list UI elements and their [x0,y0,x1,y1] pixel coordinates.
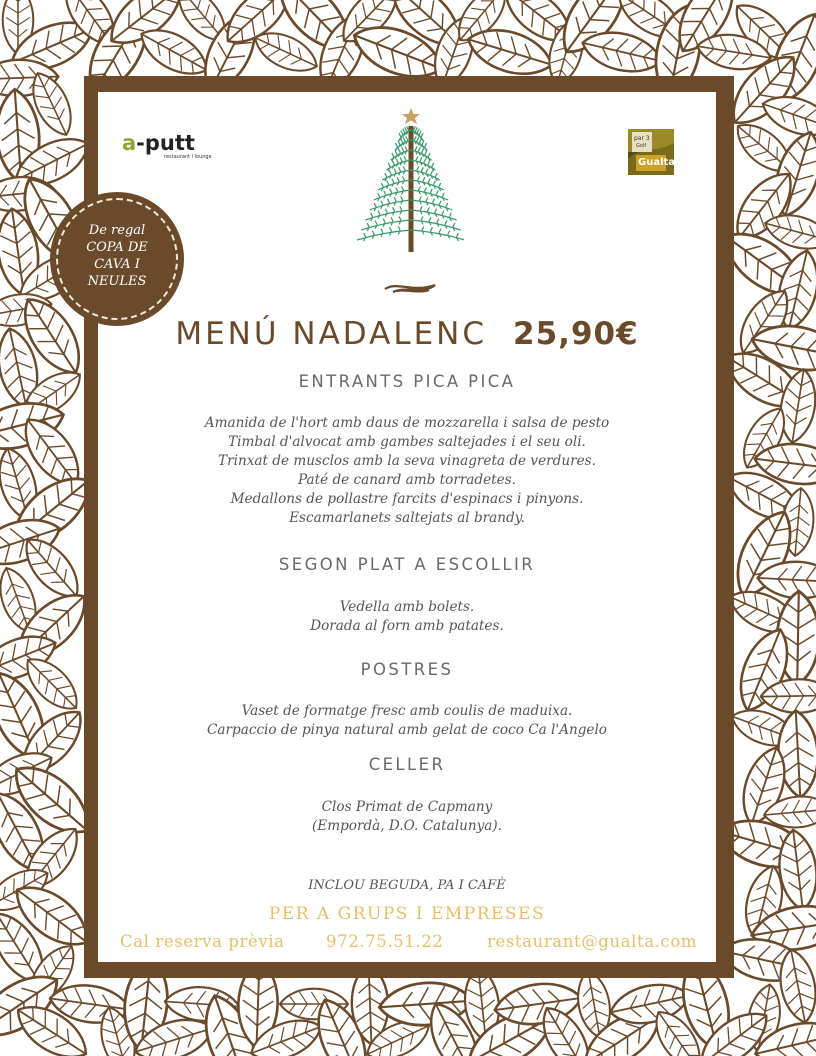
tree-needle [384,191,386,199]
tree-needle [394,169,396,177]
tree-needle [392,179,394,187]
tree-needle [367,223,369,231]
entrant-item: Trinxat de musclos amb la seva vinagreta de verdures. [218,453,596,469]
tree-needle [421,216,423,224]
tree-needle [401,139,403,147]
tree-needle [383,219,385,227]
logo-left-tagline: restaurant i lounge [164,154,212,160]
tree-needle [428,153,430,161]
celler-list [98,798,716,836]
tree-needle [418,186,420,194]
menu-card [98,92,716,962]
badge-line: De regal [88,223,146,238]
tree-needle [422,141,424,149]
tree-needle [397,177,399,185]
logo-left-a: a [122,131,137,155]
tree-needle [449,213,451,221]
tree-needle [436,191,438,199]
entrant-item: Amanida de l'hort amb daus de mozzarella i salsa de pesto [204,415,610,431]
tree-needle [421,167,423,175]
a-putt-logo [122,132,212,160]
tree-needle [433,199,435,207]
tree-needle [420,157,422,165]
reservation-note: Cal reserva prèvia [120,932,285,951]
entrant-item: Paté de canard amb torradetes. [298,472,516,488]
tree-needle [422,226,424,234]
celler-item: Clos Primat de Capmany [321,799,493,815]
section-title-entrants: ENTRANTS PICA PICA [298,372,516,391]
tree-needle [385,209,387,217]
tree-needle [375,221,377,229]
tree-needle [415,146,417,154]
tree-needle [400,157,402,165]
tree-needle [394,197,396,205]
tree-needle [385,173,387,181]
entrant-item: Escamarlanets saltejats al brandy. [289,510,525,526]
tree-needle [422,149,424,157]
tree-needle [432,163,434,171]
tree-needle [442,193,444,201]
tree-needle [402,147,404,155]
badge-text [50,222,184,290]
tree-needle [395,151,397,159]
segon-item: Vedella amb bolets. [339,599,475,615]
tree-needle [430,189,432,197]
tree-needle [402,186,404,194]
badge-line: NEULES [87,274,147,289]
entrant-item: Medallons de pollastre farcits d'espinacs i pinyons. [230,491,584,507]
gualta-logo [628,129,674,175]
tree-needle [404,156,406,164]
logo-right-brand: Gualta [638,157,676,168]
tree-needle [396,159,398,167]
tree-needle [381,229,383,237]
tree-needle [424,187,426,195]
tree-needle [378,211,380,219]
tree-needle [435,209,437,217]
tree-needle [418,176,420,184]
tree-needle [399,216,401,224]
tree-needle [388,163,390,171]
menu-title [98,316,716,352]
tree-needle [403,166,405,174]
tree-needle [390,227,392,235]
tree-needle [371,213,373,221]
tree-needle [381,183,383,191]
badge-line: COPA DE [86,240,148,255]
tree-needle [399,167,401,175]
tree-needle [425,143,427,151]
tree-needle [414,136,416,144]
tree-needle [400,206,402,214]
tree-needle [439,229,441,237]
tree-needle [387,181,389,189]
postres-item: Vaset de formatge fresc amb coulis de maduixa. [241,703,573,719]
tree-needle [391,217,393,225]
includes-note: INCLOU BEGUDA, PA I CAFÈ [308,878,506,893]
segon-item: Dorada al forn amb patates. [310,618,504,634]
badge-line: CAVA I [94,257,140,272]
tree-needle [392,153,394,161]
tree-needle [431,171,433,179]
tree-needle [439,183,441,191]
tree-needle [396,187,398,195]
tree-needle [403,137,405,145]
tree-needle [419,139,421,147]
tree-needle [426,197,428,205]
tree-needle [425,151,427,159]
tree-needle [398,141,400,149]
tree-needle [401,196,403,204]
postres-list [98,702,716,740]
tree-needle [423,177,425,185]
tree-needle [402,176,404,184]
tree-needle [433,181,435,189]
tree-needle [430,227,432,235]
phone-number[interactable]: 972.75.51.22 [326,932,444,951]
tree-needle [427,207,429,215]
tree-frond [411,230,464,240]
tree-needle [372,231,374,239]
tree-needle [398,149,400,157]
gift-badge [50,192,184,326]
tree-needle [395,143,397,151]
tree-needle [448,231,450,239]
tree-needle [435,173,437,181]
tree-needle [374,203,376,211]
tree-needle [456,233,458,241]
tree-needle [406,136,408,144]
tree-needle [453,223,455,231]
section-title-postres: POSTRES [360,660,454,679]
tree-needle [420,206,422,214]
postres-item: Carpaccio de pinya natural amb gelat de coco Ca l'Angelo [207,722,607,738]
tree-needle [393,207,395,215]
tree-needle [426,169,428,177]
tree-needle [445,221,447,229]
tree-needle [392,161,394,169]
tree-needle [439,201,441,209]
tree-needle [428,161,430,169]
entrant-item: Timbal d'alvocat amb gambes saltejades i el seu oli. [228,434,586,450]
swirl-ornament-icon [383,280,437,296]
logo-right-line2: Golf [636,143,647,149]
segon-list [98,598,716,636]
tree-needle [428,179,430,187]
tree-needle [424,159,426,167]
email-link[interactable]: restaurant@gualta.com [487,932,698,951]
tree-needle [418,147,420,155]
tree-needle [442,211,444,219]
section-title-celler: CELLER [368,755,446,774]
menu-price: 25,90€ [513,316,639,352]
section-title-segon: SEGON PLAT A ESCOLLIR [278,555,536,574]
tree-needle [446,203,448,211]
menu-title-text: MENÚ NADALENC [175,316,488,352]
tree-needle [389,171,391,179]
tree-needle [437,219,439,227]
tree-needle [419,196,421,204]
tree-needle [381,201,383,209]
logo-right-line1: par 3 [634,135,650,142]
groups-note: PER A GRUPS I EMPRESES [268,904,546,924]
tree-needle [387,199,389,207]
christmas-tree-icon [354,104,464,254]
tree-needle [417,137,419,145]
tree-needle [390,189,392,197]
logo-left-rest: -putt [136,131,195,155]
tree-needle [417,166,419,174]
tree-needle [364,233,366,241]
star-icon [402,108,420,124]
tree-needle [378,193,380,201]
tree-needle [405,146,407,154]
entrants-list [98,414,716,528]
celler-item: (Empordà, D.O. Catalunya). [311,818,502,834]
tree-needle [398,226,400,234]
tree-needle [416,156,418,164]
tree-needle [429,217,431,225]
